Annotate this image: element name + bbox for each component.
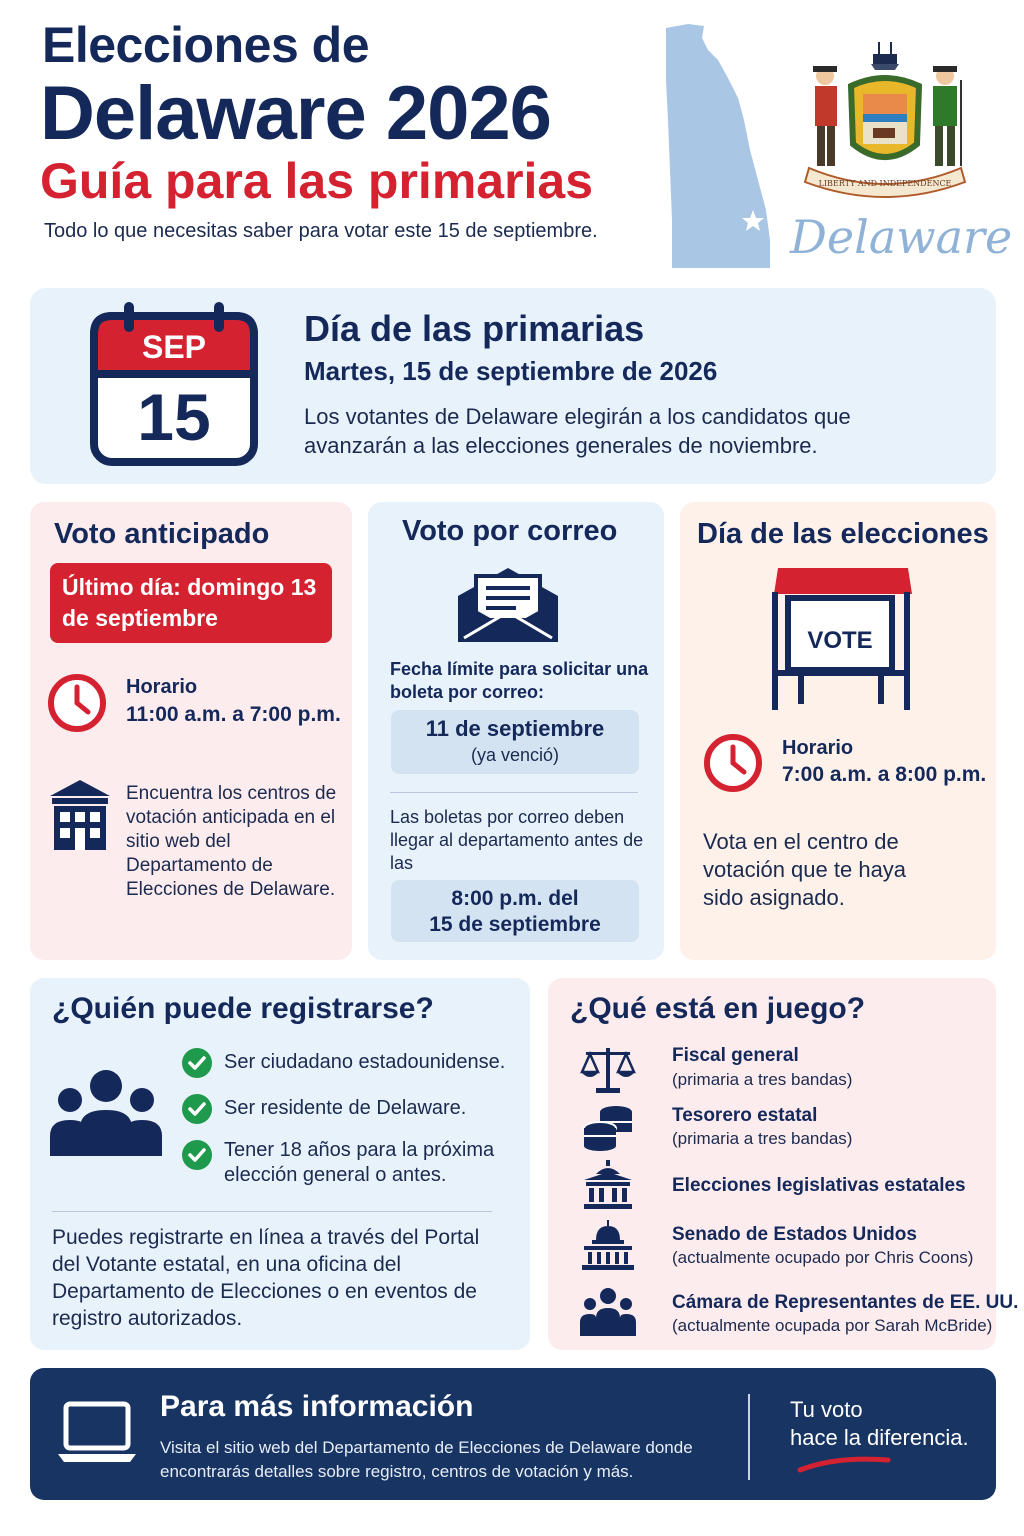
election-day-hours-label: Horario [782,737,854,759]
clock-icon [46,672,108,734]
voting-booth-icon [768,564,914,712]
primary-day-title: Día de las primarias [304,308,645,349]
early-voting-hours: 11:00 a.m. a 7:00 p.m. [126,703,341,726]
stake-item-label: Elecciones legislativas estatales [672,1175,966,1196]
footer-slogan-line1: Tu voto [790,1397,863,1422]
stake-item-note: (primaria a tres bandas) [672,1129,853,1148]
calendar-month: SEP [141,329,207,365]
booth-vote-label: VOTE [807,627,873,654]
delaware-script-logo: Delaware [790,210,1013,264]
stake-item-label: Fiscal general [672,1045,799,1066]
mail-return-deadline-1: 8:00 p.m. del [451,887,579,910]
requirement-item: Tener 18 años para la próxima elección general o antes. [224,1139,495,1186]
page-title-line1: Elecciones de [42,17,369,73]
stake-item-note: (actualmente ocupada por Sarah McBride) [672,1316,993,1335]
coins-icon [580,1102,636,1152]
people-icon [580,1286,636,1336]
primary-day-date: Martes, 15 de septiembre de 2026 [304,356,718,386]
election-day-title: Día de las elecciones [697,518,989,550]
mail-request-box [391,710,639,774]
calendar-icon [90,302,258,466]
early-voting-title: Voto anticipado [54,518,270,550]
early-voting-deadline-badge: Último día: domingo 13 de septiembre [50,563,332,643]
stake-item-label: Cámara de Representantes de EE. UU. [672,1292,1019,1313]
mail-return-label: Las boletas por correo deben llegar al departamento antes de las [390,807,644,873]
check-icon [182,1048,212,1078]
page-subtitle-red: Guía para las primarias [40,153,594,209]
people-group-icon [50,1066,162,1156]
mail-request-date: 11 de septiembre [425,716,605,741]
page-tagline: Todo lo que necesitas saber para votar este 15 de septiembre. [44,220,598,242]
mail-divider [390,792,638,793]
check-icon [182,1094,212,1124]
clock-icon [702,732,764,794]
legislature-icon [580,1160,636,1210]
stake-item-note: (actualmente ocupado por Chris Coons) [672,1248,974,1267]
delaware-map-icon [658,20,778,272]
at-stake-title: ¿Qué está en juego? [570,992,866,1025]
footer-slogan [790,1396,969,1452]
laptop-icon [56,1400,138,1466]
footer-title: Para más información [160,1390,474,1423]
election-day-info: Vota en el centro de votación que te haya sido asignado. [703,829,907,910]
mail-request-status: (ya venció) [470,745,560,765]
footer-divider [748,1394,750,1480]
registration-note: Puedes registrarte en línea a través del Portal del Votante estatal, en una oficina del Departamento de Elecciones o en eventos de registro autorizados. [52,1226,480,1330]
footer-description: Visita el sitio web del Departamento de Elecciones de Delaware donde encontrarás detalles sobre registro, centros de votación y más. [160,1438,693,1481]
registration-title: ¿Quién puede registrarse? [52,992,434,1025]
underline-swoosh-icon [796,1452,892,1476]
capitol-icon [580,1220,636,1270]
calendar-day: 15 [137,380,211,454]
early-voting-hours-label: Horario [126,676,198,698]
mail-request-label: Fecha límite para solicitar una boleta por correo: [390,659,649,702]
mail-return-box [391,880,639,942]
primary-day-description: Los votantes de Delaware elegirán a los candidatos que avanzarán a las elecciones generales de noviembre. [304,404,851,458]
mail-voting-title: Voto por correo [402,515,618,547]
election-day-hours: 7:00 a.m. a 8:00 p.m. [782,763,987,786]
stake-item-label: Senado de Estados Unidos [672,1224,917,1245]
mail-return-deadline-2: 15 de septiembre [429,913,601,936]
stake-item-label: Tesorero estatal [672,1105,818,1126]
footer-slogan-line2: hace la diferencia. [790,1425,969,1450]
envelope-icon [454,566,562,646]
requirement-item: Ser ciudadano estadounidense. [224,1051,506,1073]
requirement-item: Ser residente de Delaware. [224,1097,467,1119]
check-icon [182,1140,212,1170]
page-title-line2: Delaware 2026 [40,71,551,156]
registration-divider [52,1211,492,1212]
seal-ribbon-text: LIBERTY AND INDEPENDENCE [818,179,952,188]
delaware-seal-icon [795,40,975,205]
building-icon [48,778,112,850]
early-voting-info: Encuentra los centros de votación anticipada en el sitio web del Departamento de Elecciones de Delaware. [126,783,337,900]
scales-icon [580,1044,636,1094]
stake-item-note: (primaria a tres bandas) [672,1070,853,1089]
